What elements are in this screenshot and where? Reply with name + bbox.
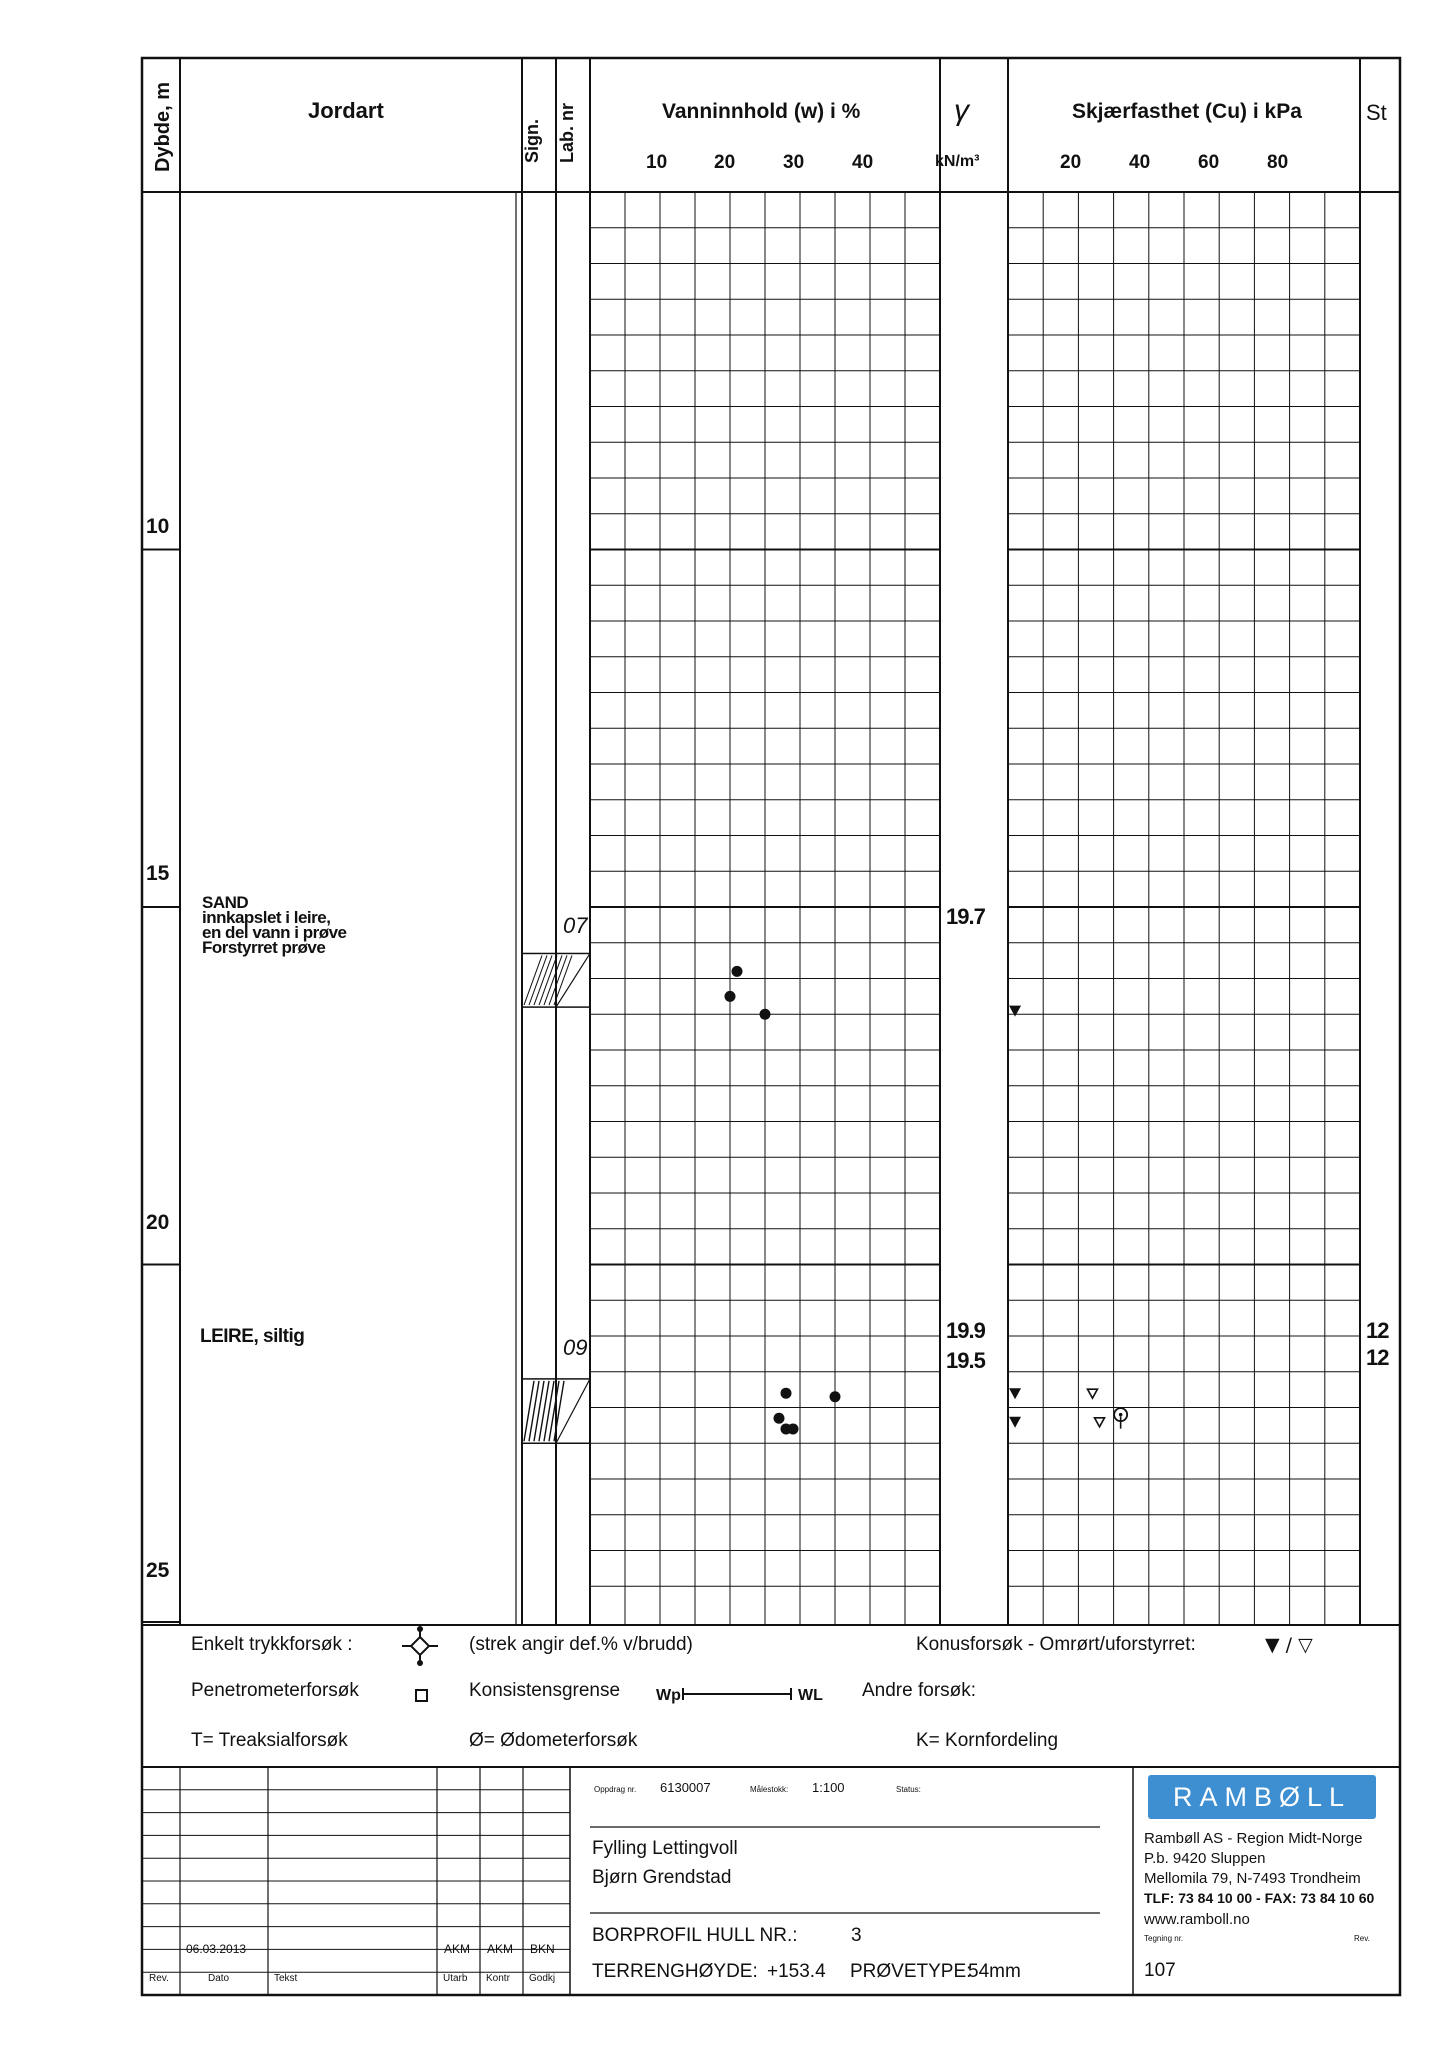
sample-07-hatch bbox=[539, 955, 557, 1005]
legend-triaxial: T= Treaksialforsøk bbox=[191, 1730, 348, 1751]
water-tick-30: 30 bbox=[783, 152, 805, 173]
depth-column-label: Dybde, m bbox=[152, 81, 174, 172]
legend-cone: Konusforsøk - Omrørt/uforstyrret: bbox=[916, 1634, 1196, 1655]
sample-09-hatch bbox=[539, 1381, 549, 1441]
scale-label: Målestokk: bbox=[750, 1785, 789, 1794]
ramboll-logo-text: RAMBØLL bbox=[1172, 1782, 1352, 1812]
provetype-label: PRØVETYPE: bbox=[850, 1961, 972, 1982]
sample-07-hatch bbox=[544, 955, 562, 1005]
legend-wp: Wp bbox=[656, 1687, 681, 1704]
scale-value: 1:100 bbox=[812, 1780, 845, 1795]
water-content-point bbox=[760, 1009, 771, 1020]
soil-column-label: Jordart bbox=[308, 98, 384, 123]
borprofil-label: BORPROFIL HULL NR.: bbox=[592, 1925, 798, 1946]
sample-09-hatch bbox=[524, 1381, 534, 1441]
sample-09-lab-diagonal bbox=[556, 1379, 590, 1443]
company-line-4: TLF: 73 84 10 00 - FAX: 73 84 10 60 bbox=[1144, 1890, 1375, 1906]
uniaxial-symbol-icon bbox=[398, 1626, 442, 1666]
legend-uniaxial: Enkelt trykkforsøk : bbox=[191, 1634, 353, 1655]
soil-line: SAND bbox=[202, 893, 249, 912]
soil-desc-sample-07 bbox=[202, 895, 347, 955]
company-line-1: Rambøll AS - Region Midt-Norge bbox=[1144, 1830, 1363, 1847]
legend-consistency: Konsistensgrense bbox=[469, 1680, 621, 1701]
lab-nr-09: 09 bbox=[563, 1335, 588, 1360]
shear-tick-60: 60 bbox=[1198, 152, 1220, 173]
legend-cone-symbols: ▼ / ▽ bbox=[1265, 1634, 1313, 1656]
cone-remoulded-point bbox=[1009, 1417, 1021, 1428]
depth-mark-15: 15 bbox=[146, 862, 170, 885]
soil-line: Forstyrret prøve bbox=[202, 938, 326, 957]
legend-other: Andre forsøk: bbox=[862, 1680, 977, 1701]
ramboll-logo bbox=[1148, 1775, 1376, 1819]
sample-07-hatch bbox=[549, 955, 567, 1005]
tegning-label: Tegning nr. bbox=[1144, 1934, 1184, 1943]
col-rev: Rev. bbox=[149, 1973, 169, 1984]
provetype-value: 54mm bbox=[968, 1961, 1021, 1982]
sample-09-hatch bbox=[549, 1381, 559, 1441]
water-tick-40: 40 bbox=[852, 152, 874, 173]
tegning-value: 107 bbox=[1144, 1960, 1176, 1981]
cone-undisturbed-point bbox=[1087, 1389, 1097, 1398]
shear-tick-20: 20 bbox=[1060, 152, 1082, 173]
oppdrag-label: Oppdrag nr. bbox=[594, 1785, 637, 1794]
gamma-value: 19.9 bbox=[946, 1318, 985, 1343]
depth-mark-10: 10 bbox=[146, 515, 170, 538]
water-tick-10: 10 bbox=[646, 152, 668, 173]
sample-09-hatch bbox=[529, 1381, 539, 1441]
company-line-5: www.ramboll.no bbox=[1144, 1911, 1250, 1928]
cone-remoulded-point bbox=[1009, 1006, 1021, 1017]
terrain-value: +153.4 bbox=[767, 1961, 826, 1982]
sample-07-hatch bbox=[534, 955, 552, 1005]
water-tick-20: 20 bbox=[714, 152, 736, 173]
soil-line: LEIRE, siltig bbox=[200, 1326, 305, 1347]
water-content-point bbox=[774, 1413, 785, 1424]
oppdrag-value: 6130007 bbox=[660, 1780, 711, 1795]
col-dato: Dato bbox=[208, 1973, 230, 1984]
col-utarb: Utarb bbox=[443, 1973, 468, 1984]
gamma-unit: kN/m³ bbox=[935, 153, 980, 170]
legend-uniaxial-note: (strek angir def.% v/brudd) bbox=[469, 1634, 693, 1655]
cone-remoulded-point bbox=[1009, 1388, 1021, 1399]
lab-nr-07: 07 bbox=[563, 913, 588, 938]
shear-tick-40: 40 bbox=[1129, 152, 1151, 173]
shear-tick-80: 80 bbox=[1267, 152, 1289, 173]
col-tekst: Tekst bbox=[274, 1973, 298, 1984]
soil-desc-sample-09 bbox=[200, 1326, 305, 1347]
terrain-label: TERRENGHØYDE: bbox=[592, 1961, 758, 1982]
water-content-point bbox=[725, 991, 736, 1002]
sample-07-hatch bbox=[529, 955, 547, 1005]
sensitivity-value: 12 bbox=[1366, 1345, 1389, 1370]
legend-wl: WL bbox=[798, 1687, 823, 1704]
status-label: Status: bbox=[896, 1785, 921, 1794]
company-line-3: Mellomila 79, N-7493 Trondheim bbox=[1144, 1870, 1361, 1887]
consistency-range-icon bbox=[681, 1686, 793, 1702]
water-content-point bbox=[781, 1388, 792, 1399]
rev-utarb: AKM bbox=[444, 1942, 471, 1956]
rev-label: Rev. bbox=[1354, 1934, 1370, 1943]
sample-07-lab-diagonal bbox=[556, 953, 590, 1007]
sample-07-hatch bbox=[524, 955, 542, 1005]
rev-godkj: BKN bbox=[530, 1942, 555, 1956]
rev-date: 06.03.2013 bbox=[186, 1942, 247, 1956]
sample-09-hatch bbox=[534, 1381, 544, 1441]
soil-line: en del vann i prøve bbox=[202, 923, 347, 942]
lab-column-label: Lab. nr bbox=[557, 102, 577, 163]
unconfined-compression-center bbox=[1119, 1413, 1123, 1417]
cone-undisturbed-point bbox=[1095, 1418, 1105, 1427]
col-kontr: Kontr bbox=[486, 1973, 510, 1984]
depth-mark-25: 25 bbox=[146, 1559, 170, 1582]
project-line-1: Fylling Lettingvoll bbox=[592, 1838, 738, 1859]
sensitivity-label: St bbox=[1366, 100, 1387, 125]
soil-line: innkapslet i leire, bbox=[202, 908, 331, 927]
shear-strength-label: Skjærfasthet (Cu) i kPa bbox=[1072, 100, 1302, 123]
legend-oedometer: Ø= Ødometerforsøk bbox=[469, 1730, 638, 1751]
company-line-2: P.b. 9420 Sluppen bbox=[1144, 1850, 1266, 1867]
legend-penetrometer: Penetrometerforsøk bbox=[191, 1680, 359, 1701]
borprofil-value: 3 bbox=[851, 1925, 862, 1946]
project-line-2: Bjørn Grendstad bbox=[592, 1867, 732, 1888]
rev-kontr: AKM bbox=[487, 1942, 514, 1956]
penetrometer-square-icon bbox=[415, 1689, 428, 1702]
water-content-point bbox=[732, 966, 743, 977]
water-content-point bbox=[830, 1391, 841, 1402]
sensitivity-value: 12 bbox=[1366, 1318, 1389, 1343]
depth-mark-20: 20 bbox=[146, 1211, 170, 1234]
legend-grain: K= Kornfordeling bbox=[916, 1730, 1059, 1751]
gamma-value: 19.7 bbox=[946, 904, 985, 929]
water-content-point bbox=[788, 1423, 799, 1434]
gamma-value: 19.5 bbox=[946, 1348, 985, 1373]
col-godkj: Godkj bbox=[529, 1973, 556, 1984]
water-content-label: Vanninnhold (w) i % bbox=[662, 100, 861, 123]
sign-column-label: Sign. bbox=[522, 119, 542, 163]
gamma-symbol: γ bbox=[954, 94, 969, 127]
page-frame bbox=[142, 58, 1400, 1995]
sample-09-hatch bbox=[544, 1381, 554, 1441]
